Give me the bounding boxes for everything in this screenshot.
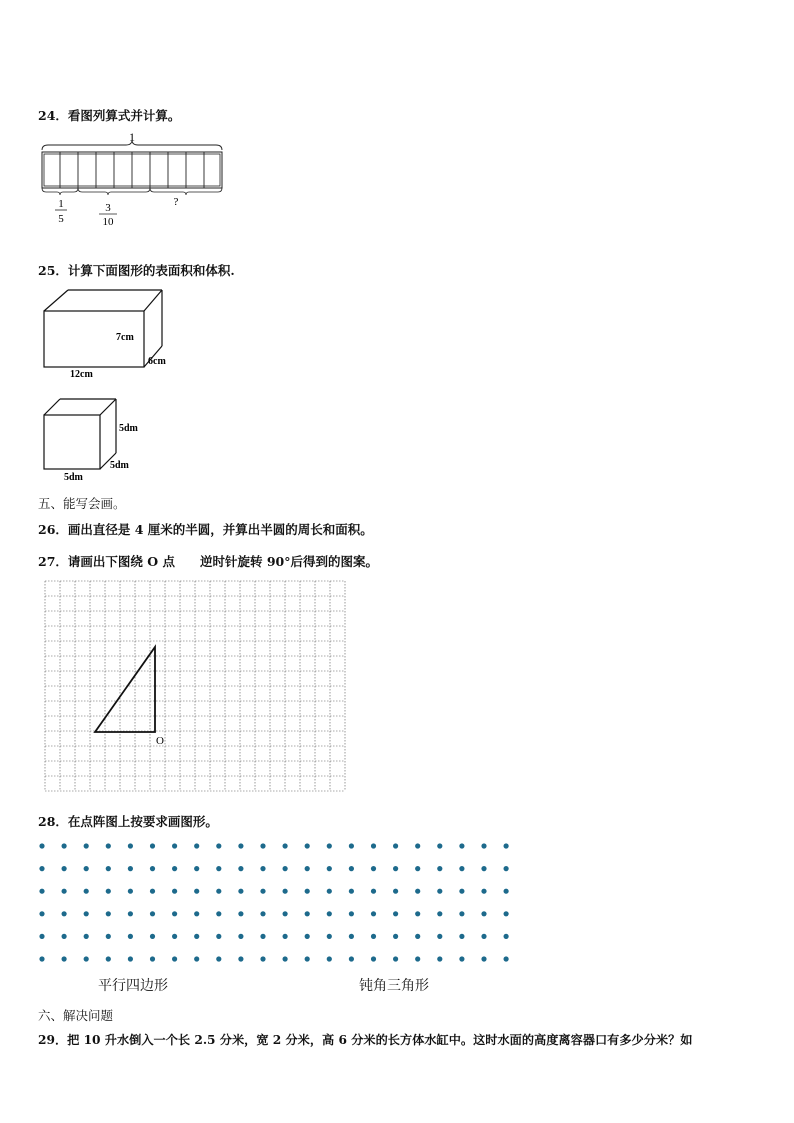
lattice-dot [238, 934, 243, 939]
lattice-dot [327, 956, 332, 961]
lattice-dot [150, 956, 155, 961]
lattice-dot [481, 911, 486, 916]
lattice-dot [504, 956, 509, 961]
lattice-dot [39, 956, 44, 961]
lattice-dot [393, 956, 398, 961]
lattice-dot [128, 934, 133, 939]
lattice-dot [106, 956, 111, 961]
lattice-dot [216, 911, 221, 916]
lattice-dot [238, 911, 243, 916]
lattice-dot [238, 866, 243, 871]
lattice-dot [305, 889, 310, 894]
lattice-dot [349, 889, 354, 894]
lattice-dot [216, 866, 221, 871]
lattice-dot [459, 956, 464, 961]
lattice-dot [327, 889, 332, 894]
lattice-dot [62, 866, 67, 871]
lattice-dot [260, 866, 265, 871]
lattice-dot [39, 843, 44, 848]
seg2-denominator: 10 [102, 216, 114, 228]
lattice-dot [283, 889, 288, 894]
section-6-heading: 六、解决问题 [38, 1008, 114, 1023]
lattice-dot [327, 866, 332, 871]
lattice-dot [128, 956, 133, 961]
lattice-dot [371, 956, 376, 961]
lattice-dot [150, 843, 155, 848]
lattice-dot [39, 911, 44, 916]
lattice-dot [194, 866, 199, 871]
lattice-dot [172, 866, 177, 871]
lattice-dot [371, 911, 376, 916]
lattice-dot [349, 866, 354, 871]
lattice-dot [150, 934, 155, 939]
lattice-dot [150, 866, 155, 871]
fraction-bar-diagram [36, 128, 236, 230]
lattice-dot [216, 956, 221, 961]
lattice-dot [172, 843, 177, 848]
origin-label: O [156, 735, 164, 747]
lattice-dot [283, 934, 288, 939]
lattice-dot [216, 934, 221, 939]
lattice-dot [415, 843, 420, 848]
lattice-dot [39, 934, 44, 939]
seg3-unknown: ? [173, 196, 179, 208]
lattice-dot [305, 866, 310, 871]
lattice-dot [172, 911, 177, 916]
lattice-dot [459, 843, 464, 848]
lattice-dot [194, 889, 199, 894]
lattice-dot [62, 911, 67, 916]
label-parallelogram: 平行四边形 [98, 978, 168, 994]
lattice-dot [415, 889, 420, 894]
cuboid-depth-label: 6cm [148, 356, 166, 367]
lattice-dot [238, 889, 243, 894]
question-26: 26．画出直径是 4 厘米的半圆，并算出半圆的周长和面积。 [38, 522, 373, 537]
lattice-dot [481, 889, 486, 894]
seg1-denominator: 5 [58, 213, 64, 225]
lattice-dot [393, 843, 398, 848]
lattice-dot [305, 934, 310, 939]
lattice-dot [128, 843, 133, 848]
lattice-dot [393, 866, 398, 871]
lattice-dot [481, 866, 486, 871]
lattice-dot [371, 934, 376, 939]
cuboid-figure [36, 284, 186, 380]
lattice-dot [481, 843, 486, 848]
lattice-dot [305, 956, 310, 961]
lattice-dot [305, 843, 310, 848]
lattice-dot [459, 911, 464, 916]
lattice-dot [39, 889, 44, 894]
question-28: 28．在点阵图上按要求画图形。 [38, 814, 218, 829]
whole-label: 1 [129, 130, 135, 144]
lattice-dot [437, 911, 442, 916]
lattice-dot [349, 956, 354, 961]
triangle-shape [95, 647, 155, 732]
lattice-dot [371, 843, 376, 848]
lattice-dot [62, 843, 67, 848]
lattice-dot [238, 956, 243, 961]
grid-lines [45, 581, 345, 791]
lattice-dot [84, 866, 89, 871]
lattice-dot [305, 911, 310, 916]
lattice-dot [62, 889, 67, 894]
lattice-dot [62, 956, 67, 961]
dot-lattice [30, 836, 520, 966]
lattice-dot [437, 889, 442, 894]
lattice-dot [39, 866, 44, 871]
question-27: 27．请画出下图绕 O 点 逆时针旋转 90°后得到的图案。 [38, 554, 378, 569]
cube-figure [36, 395, 156, 485]
lattice-dot [172, 889, 177, 894]
lattice-dot [283, 956, 288, 961]
lattice-dot [194, 934, 199, 939]
lattice-dot [371, 866, 376, 871]
lattice-dot [415, 956, 420, 961]
lattice-dot [349, 934, 354, 939]
lattice-dot [260, 843, 265, 848]
lattice-dot [459, 866, 464, 871]
lattice-dot [393, 911, 398, 916]
lattice-dot [415, 911, 420, 916]
lattice-dot [260, 911, 265, 916]
lattice-dot [481, 934, 486, 939]
lattice-dot [150, 911, 155, 916]
lattice-dot [327, 843, 332, 848]
seg2-numerator: 3 [105, 202, 111, 214]
lattice-dot [504, 843, 509, 848]
lattice-dot [106, 866, 111, 871]
lattice-dot [327, 911, 332, 916]
square-grid [44, 580, 348, 796]
lattice-dot [504, 934, 509, 939]
whole-brace [42, 140, 222, 150]
lattice-dot [504, 911, 509, 916]
lattice-dot [437, 866, 442, 871]
bar-dividers [60, 152, 204, 188]
question-29: 29．把 10 升水倒入一个长 2.5 分米，宽 2 分米，高 6 分米的长方体水缸中。这时水面的高度离容器口有多少分米？如 [38, 1033, 693, 1047]
lattice-dot [283, 843, 288, 848]
lattice-dot [481, 956, 486, 961]
lattice-dot [283, 866, 288, 871]
lattice-dot [415, 866, 420, 871]
seg1-numerator: 1 [58, 198, 64, 210]
question-24: 24．看图列算式并计算。 [38, 108, 181, 123]
cube-length-label: 5dm [64, 472, 83, 483]
lattice-dot [216, 889, 221, 894]
lattice-dot [172, 934, 177, 939]
lattice-dot [84, 934, 89, 939]
lattice-dot [260, 956, 265, 961]
cuboid-height-label: 7cm [116, 332, 134, 343]
cube-height-label: 5dm [119, 423, 138, 434]
lattice-dot [459, 889, 464, 894]
lattice-dot [283, 911, 288, 916]
brace-seg1 [42, 188, 78, 195]
lattice-dot [437, 934, 442, 939]
lattice-dot [84, 889, 89, 894]
lattice-dot [437, 843, 442, 848]
lattice-dot [106, 911, 111, 916]
label-obtuse-triangle: 钝角三角形 [359, 978, 429, 994]
lattice-dot [106, 843, 111, 848]
lattice-dot [327, 934, 332, 939]
cuboid-edges [44, 290, 162, 367]
lattice-dot [194, 911, 199, 916]
lattice-dot [349, 911, 354, 916]
cube-depth-label: 5dm [110, 460, 129, 471]
lattice-dot [84, 843, 89, 848]
lattice-dot [260, 934, 265, 939]
brace-seg2 [78, 188, 150, 195]
lattice-dot [128, 866, 133, 871]
lattice-dot [194, 956, 199, 961]
lattice-dot [106, 889, 111, 894]
lattice-dot [84, 956, 89, 961]
lattice-dot [150, 889, 155, 894]
cuboid-length-label: 12cm [70, 369, 93, 380]
lattice-dot [172, 956, 177, 961]
lattice-dot [106, 934, 111, 939]
lattice-dot [128, 911, 133, 916]
lattice-dot [371, 889, 376, 894]
lattice-dot [459, 934, 464, 939]
cube-edges [44, 399, 116, 469]
lattice-dot [415, 934, 420, 939]
lattice-dot [128, 889, 133, 894]
lattice-dot [504, 866, 509, 871]
brace-seg3 [150, 188, 222, 195]
question-25: 25．计算下面图形的表面积和体积. [38, 263, 235, 278]
lattice-dot [62, 934, 67, 939]
section-5-heading: 五、能写会画。 [38, 496, 126, 511]
lattice-dot [393, 934, 398, 939]
lattice-dot [260, 889, 265, 894]
lattice-dot [216, 843, 221, 848]
lattice-dot [349, 843, 354, 848]
lattice-dot [238, 843, 243, 848]
lattice-dot [194, 843, 199, 848]
lattice-dot [437, 956, 442, 961]
lattice-dot [84, 911, 89, 916]
lattice-dot [393, 889, 398, 894]
lattice-dot [504, 889, 509, 894]
